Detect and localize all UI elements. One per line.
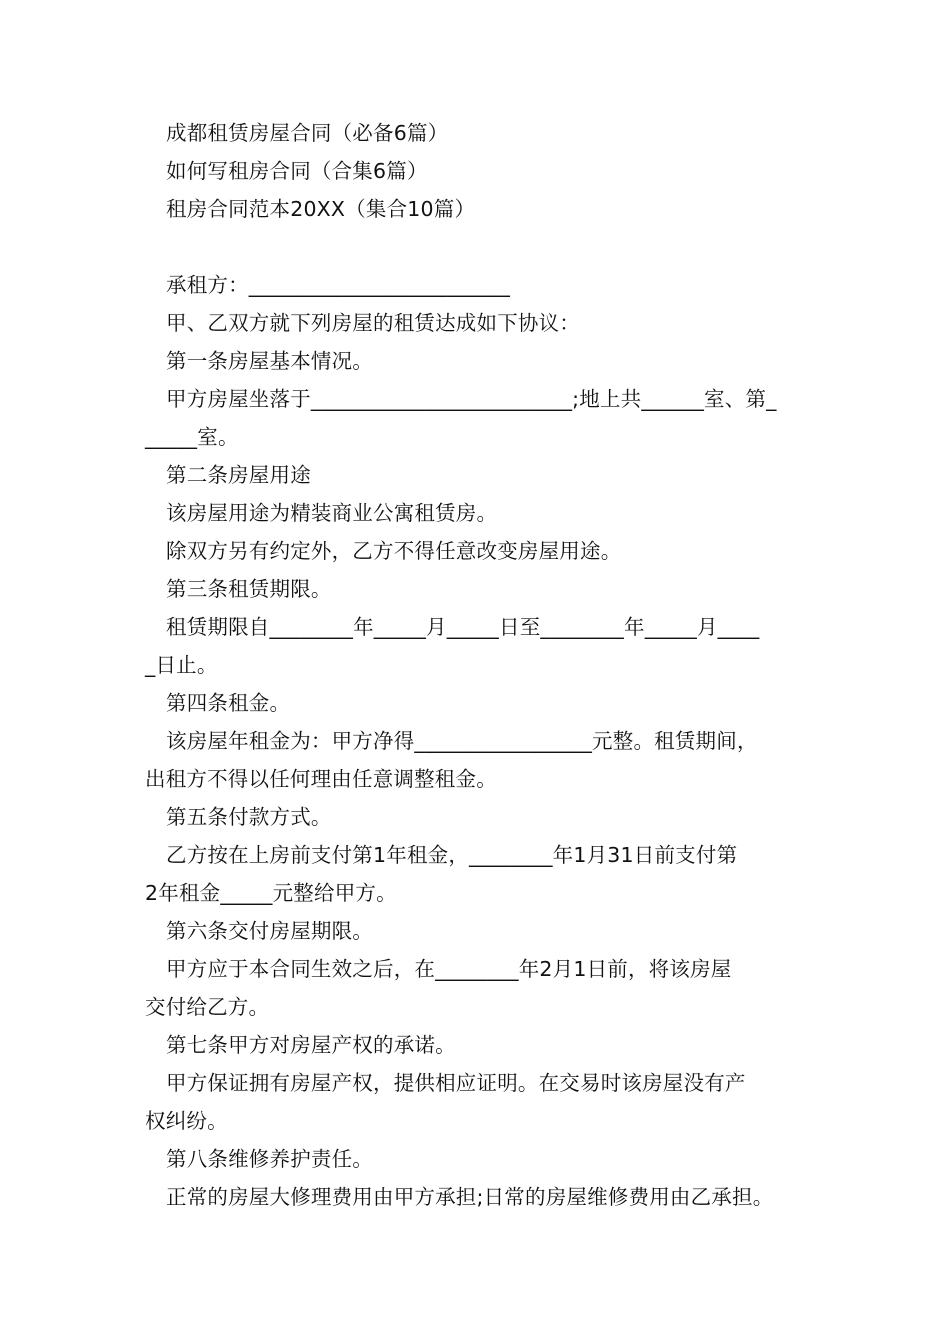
article-5-text-line-1: 乙方按在上房前支付第1年租金，________年1月31日前支付第 [166,843,738,867]
article-2-text-1: 该房屋用途为精装商业公寓租赁房。 [166,501,498,525]
article-1-heading: 第一条房屋基本情况。 [166,349,373,373]
article-2-heading: 第二条房屋用途 [166,463,311,487]
article-8-text: 正常的房屋大修理费用由甲方承担;日常的房屋维修费用由乙承担。 [166,1185,774,1209]
article-2-text-2: 除双方另有约定外，乙方不得任意改变房屋用途。 [166,539,622,563]
article-1-text-line-1: 甲方房屋坐落于_________________________;地上共______室、第_ [166,387,777,411]
article-7-heading: 第七条甲方对房屋产权的承诺。 [166,1033,456,1057]
article-4-text-line-1: 该房屋年租金为：甲方净得_________________元整。租赁期间， [166,729,758,753]
article-7-text-line-2: 权纠纷。 [145,1109,228,1133]
article-4-heading: 第四条租金。 [166,691,291,715]
related-link-3[interactable]: 租房合同范本20XX（集合10篇） [166,197,476,221]
article-6-text-line-2: 交付给乙方。 [145,995,270,1019]
article-3-heading: 第三条租赁期限。 [166,577,332,601]
article-3-text-line-1: 租赁期限自________年_____月_____日至________年_____月____ [166,615,760,639]
article-4-text-line-2: 出租方不得以任何理由任意调整租金。 [145,767,497,791]
related-link-1[interactable]: 成都租赁房屋合同（必备6篇） [166,121,449,145]
lessee-line: 承租方：_________________________ [166,273,511,297]
related-link-2[interactable]: 如何写租房合同（合集6篇） [166,159,428,183]
article-7-text-line-1: 甲方保证拥有房屋产权，提供相应证明。在交易时该房屋没有产 [166,1071,746,1095]
article-6-text-line-1: 甲方应于本合同生效之后，在________年2月1日前，将该房屋 [166,957,732,981]
article-3-text-line-2: _日止。 [145,653,218,677]
document-body [145,114,813,1216]
agreement-intro: 甲、乙双方就下列房屋的租赁达成如下协议： [166,311,580,335]
blank-line [145,228,813,266]
article-5-heading: 第五条付款方式。 [166,805,332,829]
article-5-text-line-2: 2年租金_____元整给甲方。 [145,881,397,905]
article-6-heading: 第六条交付房屋期限。 [166,919,373,943]
article-1-text-line-2: _____室。 [145,425,239,449]
article-8-heading: 第八条维修养护责任。 [166,1147,373,1171]
